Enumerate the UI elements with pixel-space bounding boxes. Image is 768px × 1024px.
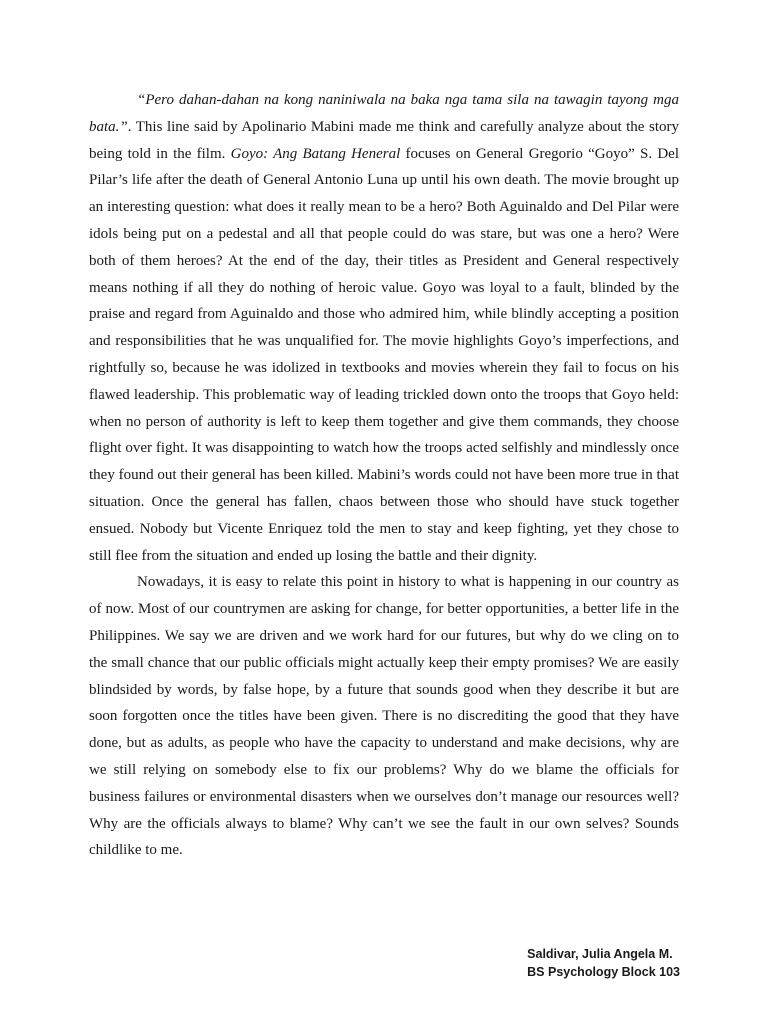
paragraph-1-text-a: . This line said by Apolinario Mabini made me think and carefully analyze about the story being told in the film. xyxy=(89,118,679,162)
mabini-quote: “Pero dahan-dahan na kong naniniwala na baka nga tama sila na tawagin tayong mga bata.” xyxy=(89,92,679,135)
paragraph-1-text-b: focuses on General Gregorio “Goyo” S. Del Pilar’s life after the death of General Antonio Luna up until his own death. The movie brought up an interesting question: what does it really mean to be a hero? Both Aguinaldo and Del Pilar were idols being put on a pedestal and all that people could do was stare, but was one a hero? Were both of them heroes? At the end of the day, their titles as President and General respectively means nothing if all they do nothing of heroic value. Goyo was loyal to a fault, blinded by the praise and regard from Aguinaldo and those who admired him, while blindly accepting a position and responsibilities that he was unqualified for. The movie highlights Goyo’s imperfections, and rightfully so, because he was idolized in textbooks and movies wherein they fail to focus on his flawed leadership. This problematic way of leading trickled down onto the troops that Goyo held: when no person of authority is left to keep them together and give them commands, they choose flight over fight. It was disappointing to watch how the troops acted selfishly and mindlessly once they found out their general has been killed. Mabini’s words could not have been more true in that situation. Once the general has fallen, chaos between those who should have stuck together ensued. Nobody but Vicente Enriquez told the men to stay and keep fighting, yet they chose to still flee from the situation and ended up losing the battle and their dignity. xyxy=(89,145,679,564)
author-name: Saldivar, Julia Angela M. xyxy=(527,947,673,961)
paragraph-2: Nowadays, it is easy to relate this point in history to what is happening in our country as of now. Most of our countrymen are asking for change, for better opportunities, a better life in the Philippines. We say we are driven and we work hard for our futures, but why do we cling on to the small chance that our public officials might actually keep their empty promises? We are easily blindsided by words, by false hope, by a future that sounds good when they describe it but are soon forgotten once the titles have been given. There is no discrediting the good that they have done, but as adults, as people who have the capacity to understand and make decisions, why are we still relying on somebody else to fix our problems? Why do we blame the officials for business failures or environmental disasters when we ourselves don’t manage our resources well? Why are the officials always to blame? Why can’t we see the fault in our own selves? Sounds childlike to me. xyxy=(89,574,679,859)
essay-body xyxy=(89,87,679,864)
film-title: Goyo: Ang Batang Heneral xyxy=(230,145,401,162)
paragraph-1 xyxy=(89,87,679,569)
author-program: BS Psychology Block 103 xyxy=(527,965,680,979)
author-signature-block xyxy=(527,945,680,981)
